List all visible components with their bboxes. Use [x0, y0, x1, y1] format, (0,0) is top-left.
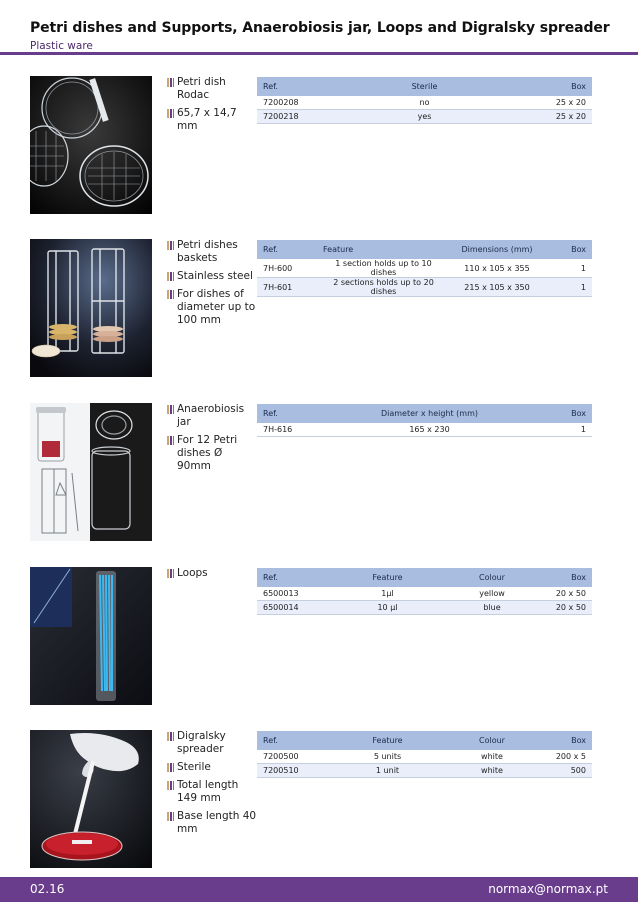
- col-feature: Feature: [317, 240, 450, 259]
- col-box: Box: [544, 240, 592, 259]
- baskets-table: [257, 240, 592, 297]
- jar-photo: [30, 403, 152, 541]
- bullet-bars-icon: [167, 763, 174, 772]
- feature-item: Stainless steel: [167, 270, 257, 283]
- spreader-table: [257, 731, 592, 778]
- page-title: Petri dishes and Supports, Anaerobiosis jar, Loops and Digralsky spreader: [30, 20, 610, 36]
- bullet-bars-icon: [167, 732, 174, 741]
- header-rule: [0, 52, 638, 55]
- bullet-bars-icon: [167, 812, 174, 821]
- col-box: Box: [534, 731, 592, 750]
- table-row: 7H-600 1 section holds up to 10 dishes 110 x 105 x 355 1: [257, 259, 592, 278]
- table-row: 7200500 5 units white 200 x 5: [257, 750, 592, 764]
- petri-dish-features: [167, 76, 257, 138]
- baskets-photo: [30, 239, 152, 377]
- col-ref: Ref.: [257, 568, 325, 587]
- loops-features: [167, 567, 257, 585]
- table-row: 7200218 yes 25 x 20: [257, 110, 592, 124]
- table-row: 7H-616 165 x 230 1: [257, 423, 592, 437]
- baskets-features: [167, 239, 257, 332]
- page-subtitle: Plastic ware: [30, 40, 93, 52]
- col-box: Box: [510, 77, 592, 96]
- spreader-features: [167, 730, 257, 841]
- col-ref: Ref.: [257, 731, 325, 750]
- bullet-bars-icon: [167, 109, 174, 118]
- feature-item: Total length 149 mm: [167, 779, 257, 805]
- col-diameter-height: Diameter x height (mm): [349, 404, 510, 423]
- col-sterile: Sterile: [339, 77, 510, 96]
- jar-features: [167, 403, 257, 478]
- table-row: 7200510 1 unit white 500: [257, 764, 592, 778]
- page-number: 02.16: [30, 882, 65, 896]
- petri-dish-table: [257, 77, 592, 124]
- col-feature: Feature: [325, 731, 450, 750]
- bullet-bars-icon: [167, 436, 174, 445]
- col-ref: Ref.: [257, 404, 349, 423]
- col-ref: Ref.: [257, 77, 339, 96]
- col-colour: Colour: [450, 568, 534, 587]
- bullet-bars-icon: [167, 569, 174, 578]
- bullet-bars-icon: [167, 781, 174, 790]
- feature-item: Loops: [167, 567, 257, 580]
- page-header: [30, 20, 630, 52]
- loops-photo: [30, 567, 152, 705]
- spreader-photo: [30, 730, 152, 868]
- petri-dish-photo: [30, 76, 152, 214]
- feature-item: Sterile: [167, 761, 257, 774]
- feature-item: For 12 Petri dishes Ø 90mm: [167, 434, 257, 473]
- contact-email[interactable]: normax@normax.pt: [488, 882, 608, 896]
- feature-item: Base length 40 mm: [167, 810, 257, 836]
- feature-item: Digralsky spreader: [167, 730, 257, 756]
- table-row: 6500013 1µl yellow 20 x 50: [257, 587, 592, 601]
- jar-table: [257, 404, 592, 437]
- col-box: Box: [534, 568, 592, 587]
- loops-table: [257, 568, 592, 615]
- feature-item: Anaerobiosis jar: [167, 403, 257, 429]
- page-footer: [0, 877, 638, 902]
- feature-item: Petri dishes baskets: [167, 239, 257, 265]
- bullet-bars-icon: [167, 272, 174, 281]
- bullet-bars-icon: [167, 241, 174, 250]
- col-dimensions: Dimensions (mm): [450, 240, 544, 259]
- col-box: Box: [510, 404, 592, 423]
- feature-item: For dishes of diameter up to 100 mm: [167, 288, 257, 327]
- col-feature: Feature: [325, 568, 450, 587]
- table-row: 6500014 10 µl blue 20 x 50: [257, 601, 592, 615]
- col-colour: Colour: [450, 731, 534, 750]
- table-row: 7H-601 2 sections holds up to 20 dishes 215 x 105 x 350 1: [257, 278, 592, 297]
- bullet-bars-icon: [167, 290, 174, 299]
- feature-item: Petri dish Rodac: [167, 76, 257, 102]
- table-row: 7200208 no 25 x 20: [257, 96, 592, 110]
- feature-item: 65,7 x 14,7 mm: [167, 107, 257, 133]
- col-ref: Ref.: [257, 240, 317, 259]
- bullet-bars-icon: [167, 78, 174, 87]
- bullet-bars-icon: [167, 405, 174, 414]
